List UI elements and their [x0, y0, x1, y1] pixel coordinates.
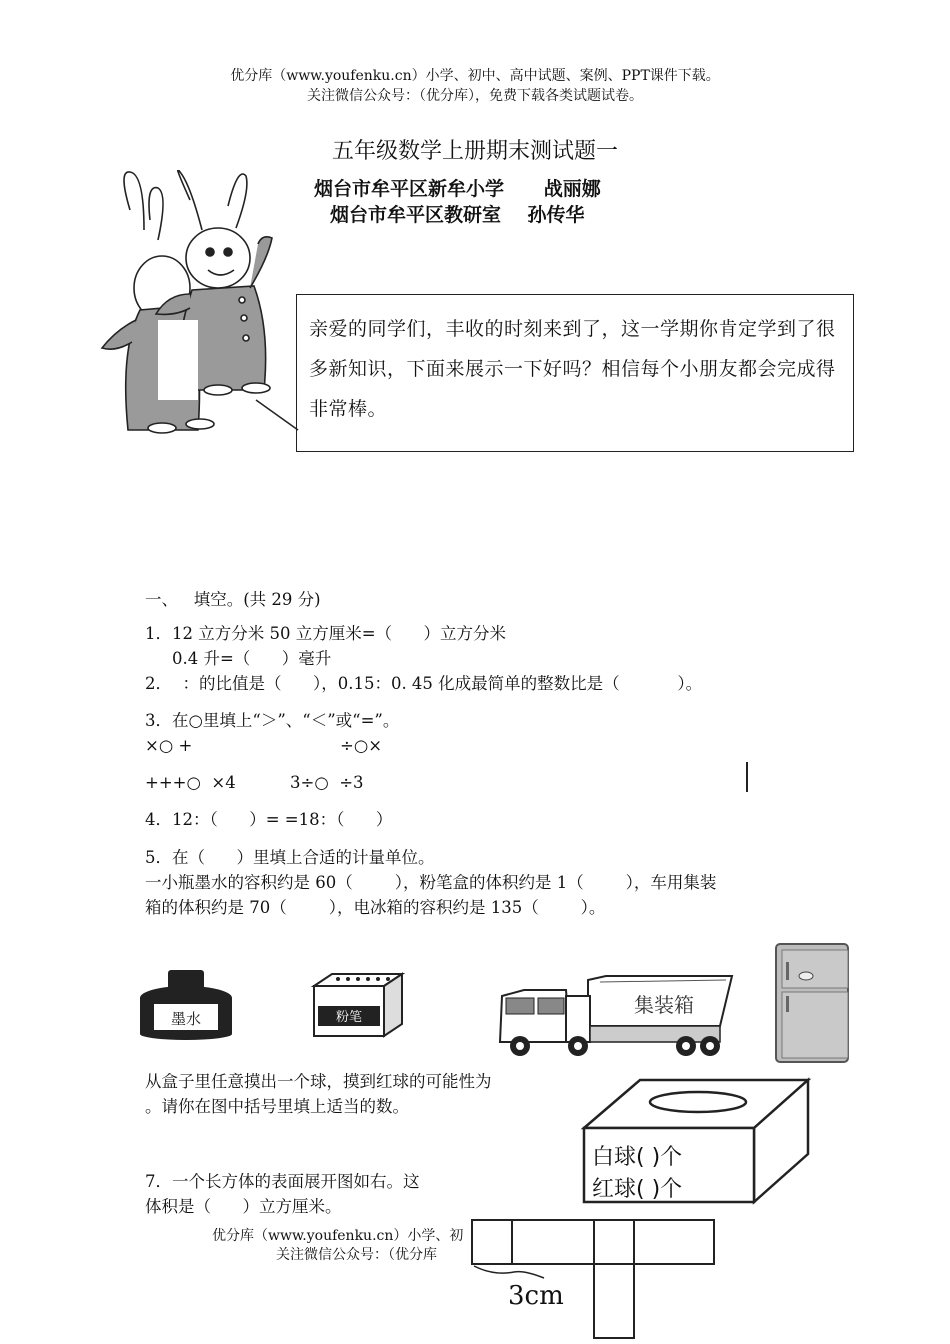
- q3-line-2b: ÷○×: [340, 736, 383, 755]
- q7-line-2: 体积是（ ）立方厘米。: [145, 1197, 342, 1216]
- q6-line-2: 。请你在图中括号里填上适当的数。: [145, 1097, 409, 1116]
- chalk-box-picture: [302, 972, 406, 1042]
- q5-line-1: 5．在（ ）里填上合适的计量单位。: [145, 848, 435, 867]
- q3-line-3b: 3÷○ ÷3: [290, 773, 364, 792]
- section-1-heading: 一、 填空。(共 29 分): [145, 590, 321, 609]
- page-title: 五年级数学上册期末测试题一: [331, 139, 618, 164]
- header-line-2: 关注微信公众号：（优分库），免费下载各类试题试卷。: [307, 88, 643, 104]
- q7-line-1: 7．一个长方体的表面展开图如右。这: [145, 1172, 420, 1191]
- q6-line-1: 从盒子里任意摸出一个球，摸到红球的可能性为: [145, 1072, 492, 1091]
- q3-line-1: 3．在○里填上“＞”、“＜”或“=”。: [145, 711, 400, 730]
- q1-line-1: 1．12 立方分米 50 立方厘米=（ ）立方分米: [145, 624, 507, 643]
- greeting-bubble: 亲爱的同学们，丰收的时刻来到了，这一学期你肯定学到了很多新知识，下面来展示一下好吗？相信每个小朋友都会完成得非常棒。: [296, 294, 854, 452]
- footer-line-1: 优分库（www.youfenku.cn）小学、初: [212, 1228, 464, 1244]
- red-ball-label: 红球( )个: [592, 1177, 683, 1202]
- net-dimension-label: 3cm: [508, 1281, 564, 1311]
- vertical-rule: [746, 762, 748, 792]
- q3-line-2a: ×○ +: [145, 736, 193, 755]
- ink-bottle-picture: [136, 968, 236, 1040]
- q2-line-1: 2． ：的比值是（ ），0.15：0. 45 化成最简单的整数比是（ ）。: [145, 674, 703, 693]
- q4-line-1: 4．12：（ ）= =18：（ ）: [145, 810, 393, 829]
- ball-box-picture: [580, 1076, 812, 1208]
- header-line-1: 优分库（www.youfenku.cn）小学、初中、高中试题、案例、PPT课件下载。: [230, 68, 720, 84]
- author-line-1: 烟台市牟平区新牟小学 战丽娜: [314, 178, 601, 200]
- ink-label: 墨水: [170, 1010, 202, 1028]
- q5-line-2: 一小瓶墨水的容积约是 60（ ），粉笔盒的体积约是 1（ ），车用集装: [145, 873, 717, 892]
- footer-line-2: 关注微信公众号：（优分库: [276, 1247, 437, 1263]
- truck-label: 集装箱: [634, 993, 694, 1017]
- q1-line-2: 0.4 升=（ ）毫升: [172, 649, 332, 668]
- fridge-picture: [772, 940, 850, 1066]
- q5-line-3: 箱的体积约是 70（ ），电冰箱的容积约是 135（ ）。: [145, 898, 606, 917]
- cuboid-net-picture: [466, 1214, 722, 1340]
- white-ball-label: 白球( )个: [592, 1145, 683, 1170]
- container-truck-picture: [496, 956, 746, 1060]
- chalk-label: 粉笔: [335, 1010, 363, 1025]
- q3-line-3a: +++○ ×4: [145, 773, 236, 792]
- author-line-2: 烟台市牟平区教研室 孙传华: [330, 204, 585, 226]
